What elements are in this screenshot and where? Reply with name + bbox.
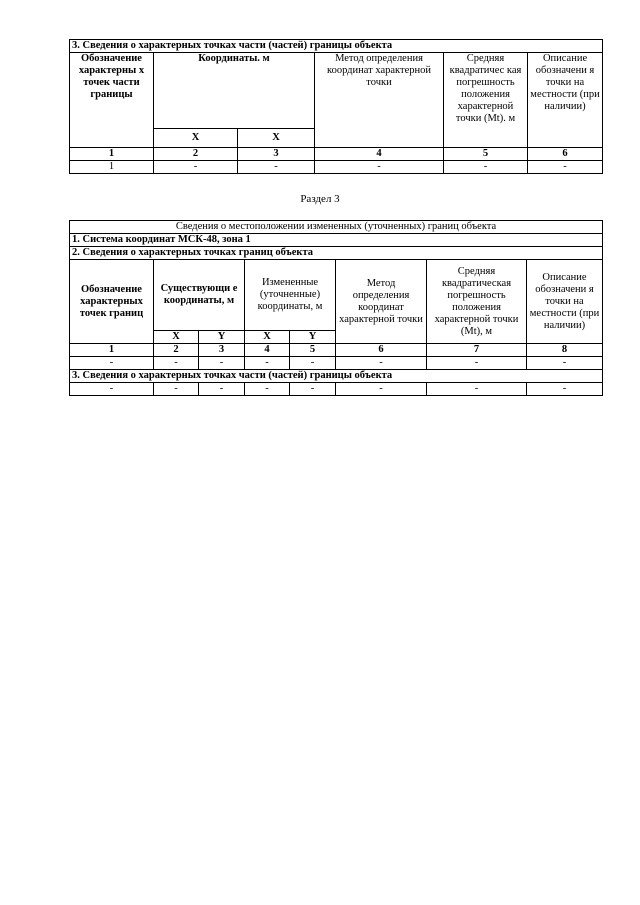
parts-boundary-points-table	[69, 39, 603, 174]
header-point-designation: Обозначение характерны х точек части границы	[70, 53, 154, 148]
header-x: X	[154, 129, 238, 148]
column-number-row	[70, 148, 603, 161]
table-cell: -	[199, 383, 245, 396]
column-number: 2	[154, 148, 238, 161]
column-number: 6	[528, 148, 603, 161]
table-cell: -	[199, 357, 245, 370]
table-cell: -	[290, 357, 336, 370]
table-row	[70, 383, 603, 396]
table-cell: -	[238, 161, 315, 174]
column-number: 6	[336, 344, 427, 357]
table-cell: -	[154, 357, 199, 370]
column-number: 5	[290, 344, 336, 357]
header-description: Описание обозначени я точки на местности (при наличии)	[528, 53, 603, 148]
table-cell: 1	[70, 161, 154, 174]
section3-title: 3. Сведения о характерных точках части (частей) границы объекта	[70, 370, 603, 383]
column-number: 3	[238, 148, 315, 161]
column-number: 1	[70, 148, 154, 161]
table-cell: -	[154, 383, 199, 396]
header-changed-coordinates: Измененные (уточненные) координаты, м	[245, 260, 336, 331]
column-number: 3	[199, 344, 245, 357]
column-number: 7	[427, 344, 527, 357]
column-number: 8	[527, 344, 603, 357]
column-number: 2	[154, 344, 199, 357]
column-number: 4	[245, 344, 290, 357]
table-row	[70, 161, 603, 174]
header-x: X	[238, 129, 315, 148]
header-existing-coordinates: Существующи е координаты, м	[154, 260, 245, 331]
table-row	[70, 357, 603, 370]
table-cell: -	[290, 383, 336, 396]
table-cell: -	[528, 161, 603, 174]
header-y: Y	[290, 331, 336, 344]
table2-caption: Сведения о местоположении измененных (уточненных) границ объекта	[70, 221, 603, 234]
header-y: Y	[199, 331, 245, 344]
table1-title: 3. Сведения о характерных точках части (частей) границы объекта	[70, 40, 603, 53]
coordinate-system: 1. Система координат МСК-48, зона 1	[70, 234, 603, 247]
header-mean-square-error: Средняя квадратическая погрешность положения характерной точки (Mt), м	[427, 260, 527, 344]
header-method: Метод определения координат характерной точки	[336, 260, 427, 344]
table-cell: -	[70, 383, 154, 396]
table-cell: -	[527, 357, 603, 370]
column-number: 5	[444, 148, 528, 161]
column-number: 4	[315, 148, 444, 161]
header-description: Описание обозначени я точки на местности (при наличии)	[527, 260, 603, 344]
header-mean-square-error: Средняя квадратичес кая погрешность положения характерной точки (Mt). м	[444, 53, 528, 148]
header-coordinates: Координаты. м	[154, 53, 315, 129]
column-number: 1	[70, 344, 154, 357]
table-cell: -	[527, 383, 603, 396]
header-method: Метод определения координат характерной точки	[315, 53, 444, 148]
table-cell: -	[70, 357, 154, 370]
header-x: X	[154, 331, 199, 344]
table-cell: -	[154, 161, 238, 174]
section2-title: 2. Сведения о характерных точках границ объекта	[70, 247, 603, 260]
table-cell: -	[336, 383, 427, 396]
table-cell: -	[315, 161, 444, 174]
table-cell: -	[427, 357, 527, 370]
table-cell: -	[245, 357, 290, 370]
header-point-designation: Обозначение характерных точек границ	[70, 260, 154, 344]
table-cell: -	[336, 357, 427, 370]
header-x: X	[245, 331, 290, 344]
changed-boundaries-table	[69, 220, 603, 396]
table-cell: -	[444, 161, 528, 174]
table-cell: -	[427, 383, 527, 396]
section-title: Раздел 3	[300, 193, 340, 205]
table-cell: -	[245, 383, 290, 396]
column-number-row	[70, 344, 603, 357]
